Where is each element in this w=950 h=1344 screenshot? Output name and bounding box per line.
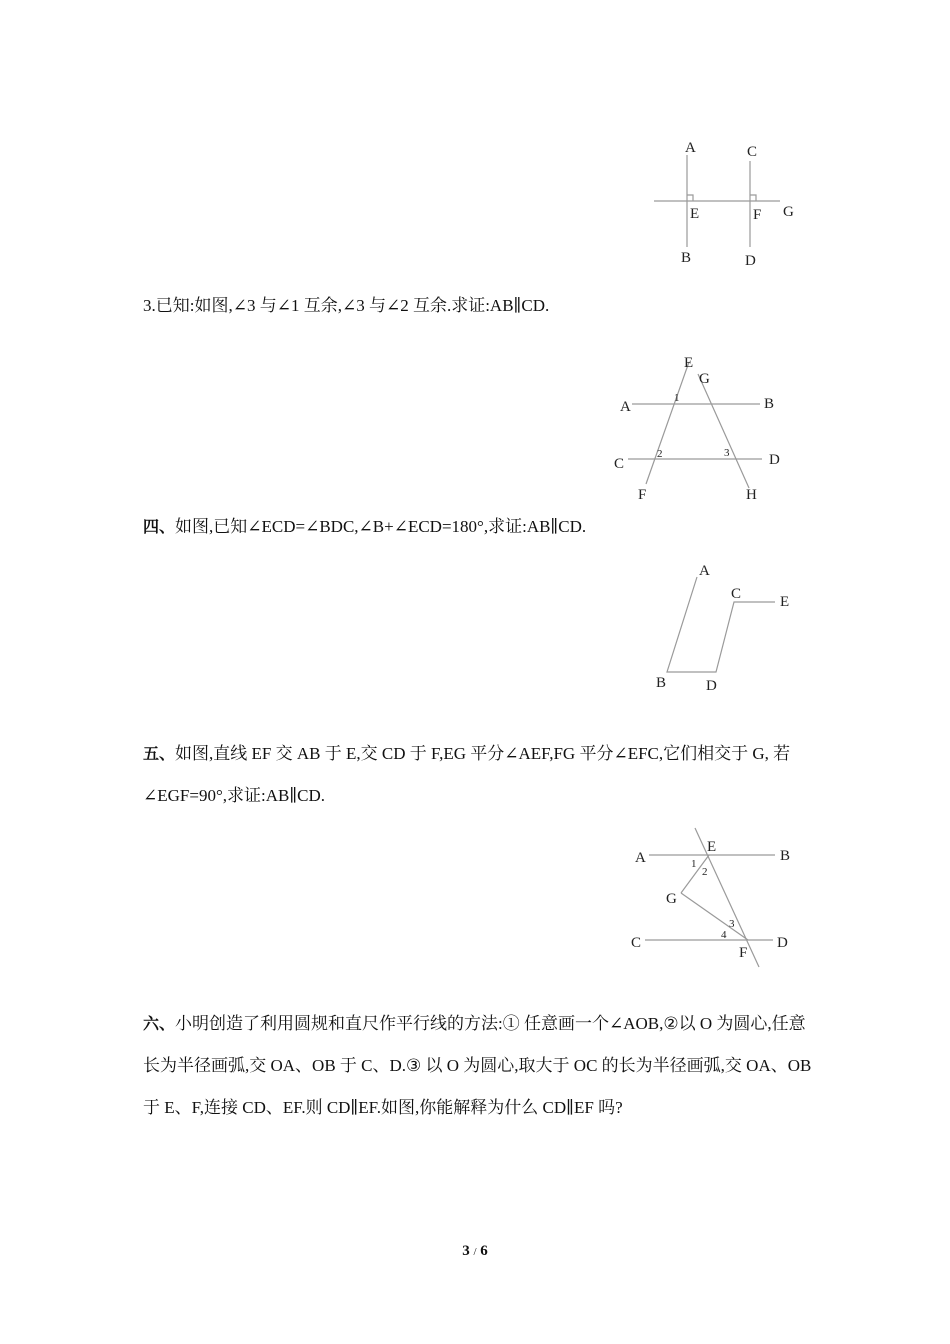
label-e: E [690,206,700,222]
angle-label-3: 3 [724,447,730,459]
label-h: H [746,487,757,503]
question-6 [143,1003,813,1129]
label-e: E [707,839,717,855]
page-current: 3 [462,1243,470,1259]
angle-label-1: 1 [691,858,697,870]
question-3-text: 3.已知:如图,∠3 与∠1 互余,∠3 与∠2 互余.求证:AB∥CD. [143,296,550,315]
label-d: D [769,452,780,468]
label-c: C [631,935,642,951]
angle-label-2: 2 [657,448,663,460]
label-b: B [656,675,667,691]
label-a: A [620,399,631,415]
segment-gf [681,893,748,940]
label-b: B [764,396,775,412]
question-5-number: 五、 [143,744,176,763]
label-b: B [780,848,791,864]
label-g: G [666,891,677,907]
angle-label-2: 2 [702,866,708,878]
page-total: 6 [480,1243,488,1259]
question-4-number: 四、 [143,517,176,536]
line-ef [695,828,759,967]
label-f: F [753,207,762,223]
question-5 [143,733,813,817]
right-angle-mark-e [687,195,693,201]
path-a-b-d-c-e [667,577,775,672]
angle-label-1: 1 [674,392,680,404]
figure-3-quadrilateral [650,555,810,695]
question-4 [143,515,586,539]
label-g: G [699,371,710,387]
question-6-text: 小明创造了利用圆规和直尺作平行线的方法:① 任意画一个∠AOB,②以 O 为圆心,任意长为半径画弧,交 OA、OB 于 C、D.③ 以 O 为圆心,取大于 OC 的长为半径画弧,交 OA、OB 于 E、F,连接 CD、EF.则 CD∥EF.如图,你能解释为什么 CD∥EF 吗? [143,1014,812,1117]
label-e: E [684,355,694,371]
label-a: A [685,140,696,156]
label-b: B [681,250,692,266]
right-angle-mark-f [750,195,756,201]
page-separator: / [473,1246,477,1258]
label-d: D [706,678,717,694]
question-5-text: 如图,直线 EF 交 AB 于 E,交 CD 于 F,EG 平分∠AEF,FG 平分∠EFC,它们相交于 G, 若∠EGF=90°,求证:AB∥CD. [143,744,791,805]
line-gh [698,374,749,488]
label-d: D [777,935,788,951]
line-ef [646,362,689,484]
label-a: A [699,563,710,579]
question-6-number: 六、 [143,1014,176,1033]
label-d: D [745,253,756,269]
label-f: F [638,487,647,503]
label-e: E [780,594,790,610]
label-c: C [747,144,758,160]
angle-label-3: 3 [729,918,735,930]
label-a: A [635,850,646,866]
label-c: C [614,456,625,472]
page-number [0,1243,950,1260]
figure-4-bisectors [625,825,805,975]
label-f: F [739,945,748,961]
figure-2-transversals [610,352,800,507]
label-c: C [731,586,742,602]
angle-label-4: 4 [721,929,727,941]
figure-1-perpendicular-lines [640,135,810,275]
label-g: G [783,204,794,220]
question-4-text: 如图,已知∠ECD=∠BDC,∠B+∠ECD=180°,求证:AB∥CD. [175,517,587,536]
question-3 [143,294,549,318]
